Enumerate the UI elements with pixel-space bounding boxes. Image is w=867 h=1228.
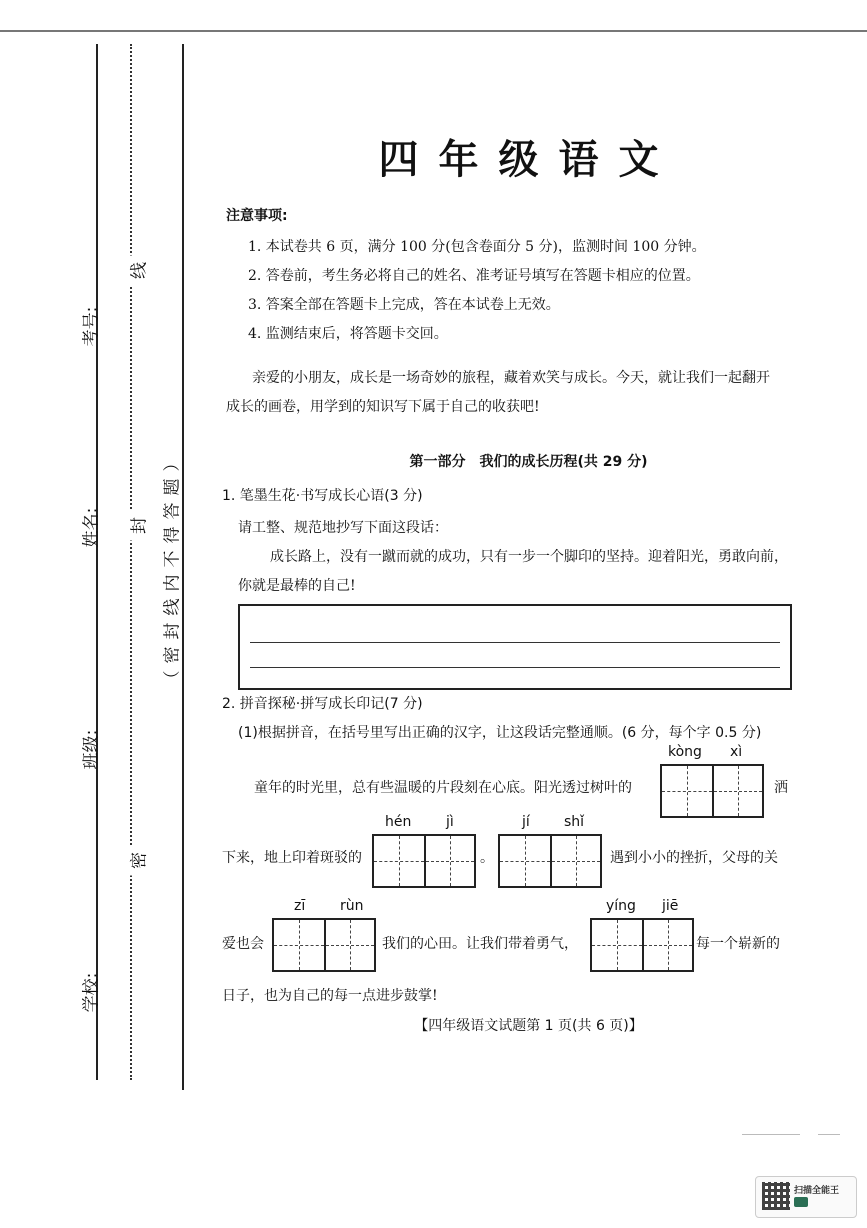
q2-line2-after: 遇到小小的挫折，父母的关 <box>610 850 778 866</box>
intro-line: 亲爱的小朋友，成长是一场奇妙的旅程，藏着欢笑与成长。今天，就让我们一起翻开 <box>252 370 770 386</box>
pinyin-hen: hén <box>385 814 412 830</box>
scan-mark <box>742 1134 800 1135</box>
tianzige-zirun[interactable] <box>272 918 376 972</box>
school-label: 学校: <box>81 972 102 1013</box>
page-title: 四年级语文 <box>378 137 679 183</box>
tianzige-cell[interactable] <box>550 836 600 886</box>
intro-line: 成长的画卷，用学到的知识写下属于自己的收获吧! <box>226 399 540 415</box>
q2-line1-after: 洒 <box>774 780 788 796</box>
q2-sub1-instruction: (1)根据拼音，在括号里写出正确的汉字，让这段话完整通顺。(6 分，每个字 0.5 分) <box>238 725 762 741</box>
scanner-watermark-badge <box>755 1176 857 1218</box>
tianzige-cell[interactable] <box>424 836 474 886</box>
notice-item: 2. 答卷前，考生务必将自己的姓名、准考证号填写在答题卡相应的位置。 <box>248 268 700 284</box>
camscanner-logo-icon <box>794 1197 808 1207</box>
seal-mark-feng: 封 <box>125 511 150 541</box>
tianzige-cell[interactable] <box>642 920 692 970</box>
q2-line3-after: 每一个崭新的 <box>696 936 780 952</box>
q1-passage-line: 你就是最棒的自己! <box>238 578 356 594</box>
pinyin-zi: zī <box>294 898 306 914</box>
q2-title: 2. 拼音探秘·拼写成长印记(7 分) <box>222 696 423 712</box>
qr-code-icon <box>762 1182 790 1210</box>
tianzige-cell[interactable] <box>712 766 762 816</box>
scanner-badge-label: 扫描全能王 <box>794 1186 840 1196</box>
q1-passage-line: 成长路上，没有一蹴而就的成功，只有一步一个脚印的坚持。迎着阳光，勇敢向前， <box>270 549 788 565</box>
tianzige-cell[interactable] <box>500 836 550 886</box>
q2-line1-text: 童年的时光里，总有些温暖的片段刻在心底。阳光透过树叶的 <box>254 780 632 796</box>
pinyin-xi: xì <box>730 744 743 760</box>
notice-item: 3. 答案全部在答题卡上完成，答在本试卷上无效。 <box>248 297 560 313</box>
tianzige-henji[interactable] <box>372 834 476 888</box>
tianzige-cell[interactable] <box>592 920 642 970</box>
tianzige-cell[interactable] <box>662 766 712 816</box>
pinyin-kong: kòng <box>668 744 702 760</box>
writing-line <box>250 642 780 643</box>
student-name-label: 姓名: <box>81 507 102 548</box>
notice-item: 4. 监测结束后，将答题卡交回。 <box>248 326 448 342</box>
notice-heading: 注意事项: <box>226 208 288 224</box>
tianzige-kongxi[interactable] <box>660 764 764 818</box>
q2-line2-before: 下来，地上印着斑驳的 <box>222 850 362 866</box>
tianzige-cell[interactable] <box>274 920 324 970</box>
margin-line-left <box>96 44 98 1080</box>
top-border-line <box>0 30 867 32</box>
seal-dotted-line <box>130 44 132 1080</box>
notice-item: 1. 本试卷共 6 页，满分 100 分(包含卷面分 5 分)，监测时间 100 分钟。 <box>248 239 706 255</box>
exam-number-label: 考号: <box>81 306 102 347</box>
q1-title: 1. 笔墨生花·书写成长心语(3 分) <box>222 488 423 504</box>
copy-answer-box[interactable] <box>238 604 792 690</box>
seal-mark-xian: 线 <box>125 256 150 286</box>
tianzige-cell[interactable] <box>324 920 374 970</box>
page-footer: 【四年级语文试题第 1 页(共 6 页)】 <box>414 1018 643 1034</box>
pinyin-ying: yíng <box>606 898 636 914</box>
q2-line4: 日子，也为自己的每一点进步鼓掌! <box>222 988 438 1004</box>
class-label: 班级: <box>81 729 102 770</box>
pinyin-shi: shǐ <box>564 814 585 830</box>
pinyin-jie: jiē <box>662 898 679 914</box>
pinyin-ji-1: jì <box>446 814 454 830</box>
tianzige-yingjie[interactable] <box>590 918 694 972</box>
q2-line2-period: 。 <box>480 850 494 866</box>
q2-line3-mid: 我们的心田。让我们带着勇气， <box>382 936 578 952</box>
tianzige-jishi[interactable] <box>498 834 602 888</box>
scan-mark <box>818 1134 840 1135</box>
no-answer-zone-note: （密封线内不得答题） <box>162 447 183 688</box>
writing-line <box>250 667 780 668</box>
pinyin-ji-2: jí <box>522 814 530 830</box>
seal-mark-mi: 密 <box>125 846 150 876</box>
q1-instruction: 请工整、规范地抄写下面这段话： <box>238 520 448 536</box>
part1-heading: 第一部分 我们的成长历程(共 29 分) <box>409 454 648 470</box>
pinyin-run: rùn <box>340 898 364 914</box>
q2-line3-before: 爱也会 <box>222 936 264 952</box>
tianzige-cell[interactable] <box>374 836 424 886</box>
